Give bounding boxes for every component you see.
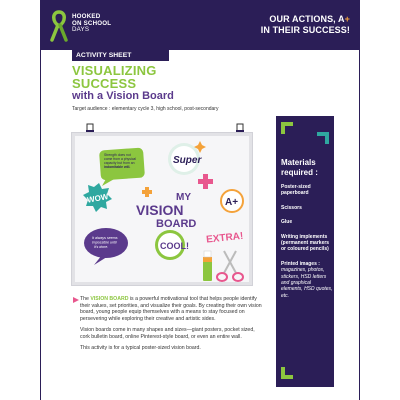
corner-bracket-icon (317, 132, 329, 144)
description-paragraph-1 (80, 296, 265, 322)
material-item: Poster-sized paperboard (281, 184, 311, 197)
logo-line-3: DAYS (72, 26, 90, 34)
vision-board-highlight: VISION BOARD (90, 296, 129, 302)
desc-prefix: The (80, 296, 89, 302)
material-item: Scissors (281, 204, 302, 211)
materials-title: Materials required : (281, 158, 318, 177)
slogan-plus: + (344, 14, 350, 24)
wow-sticker (83, 183, 112, 212)
ribbon-logo-icon (50, 10, 68, 42)
glue-stick-icon (203, 251, 212, 281)
title-line-3: with a Vision Board (72, 90, 174, 102)
title-line-1: VISUALIZING (72, 63, 157, 78)
logo-text (72, 14, 111, 34)
printed-detail: magazines, photos, stickers, HSD letters and graphical elements, HSD quotes, etc. (281, 267, 333, 299)
slogan-line-1: OUR ACTIONS, A (269, 14, 345, 24)
wow-text: WOW (86, 192, 110, 205)
material-item: Writing implements (permanent markers or coloured pencils) (281, 233, 330, 253)
my-text: MY (176, 192, 191, 203)
a-plus-text: A+ (225, 197, 239, 208)
vision-board-collage (72, 133, 252, 285)
logo-line-1: HOOKED (72, 13, 101, 20)
description-paragraph-2: Vision boards come in many shapes and sizes—giant posters, pocket sized, cork bulletin board, online Pinterest-style board, or even an entire wall. (80, 327, 255, 340)
title-line-2: SUCCESS (72, 76, 137, 91)
activity-sheet-tag: ACTIVITY SHEET (72, 50, 169, 61)
cool-text: COOL! (160, 241, 189, 251)
logo-line-2: ON SCHOOL (72, 19, 112, 27)
vision-text: VISION (136, 202, 184, 218)
material-item: Glue (281, 219, 293, 226)
desc-rest: is a powerful motivational tool that helps people identify their values, set priorities, and visualize their goals. By creating their own vision board, young people equip themselves with a means to stay focused on persevering while exploring their creative and artistic sides. (80, 296, 262, 322)
super-sticker (168, 141, 206, 175)
description-paragraph-3: This activity is for a typical poster-sized vision board. (80, 345, 201, 351)
a-plus-sticker (221, 190, 243, 212)
slogan-line-2: IN THEIR SUCCESS! (260, 25, 350, 35)
purple-bubble-text: It always seems impossible until it's done. (92, 236, 118, 249)
corner-bracket-icon (281, 367, 293, 379)
extra-text: EXTRA! (205, 230, 244, 246)
materials-sidebar (276, 116, 334, 387)
target-audience: Target audience : elementary cycle 3, high school, post-secondary (72, 106, 219, 112)
green-bubble-text: Strength does not come from a physical capacity but from an indomitable will. (104, 153, 137, 169)
plus-icon (198, 174, 213, 189)
green-speech-bubble (99, 148, 145, 186)
bullet-arrow-icon (73, 297, 79, 303)
super-text: Super (173, 155, 202, 166)
board-text: BOARD (156, 218, 197, 230)
printed-label: Printed images : (281, 260, 320, 267)
scissors-icon (217, 251, 243, 281)
header-banner (40, 0, 360, 50)
slogan (261, 14, 350, 36)
corner-bracket-icon (281, 122, 293, 134)
purple-speech-bubble (84, 228, 128, 265)
description (80, 296, 265, 357)
materials-list (281, 184, 333, 307)
material-item-printed (281, 261, 333, 299)
cool-sticker (155, 230, 189, 260)
plus-icon (142, 187, 152, 197)
